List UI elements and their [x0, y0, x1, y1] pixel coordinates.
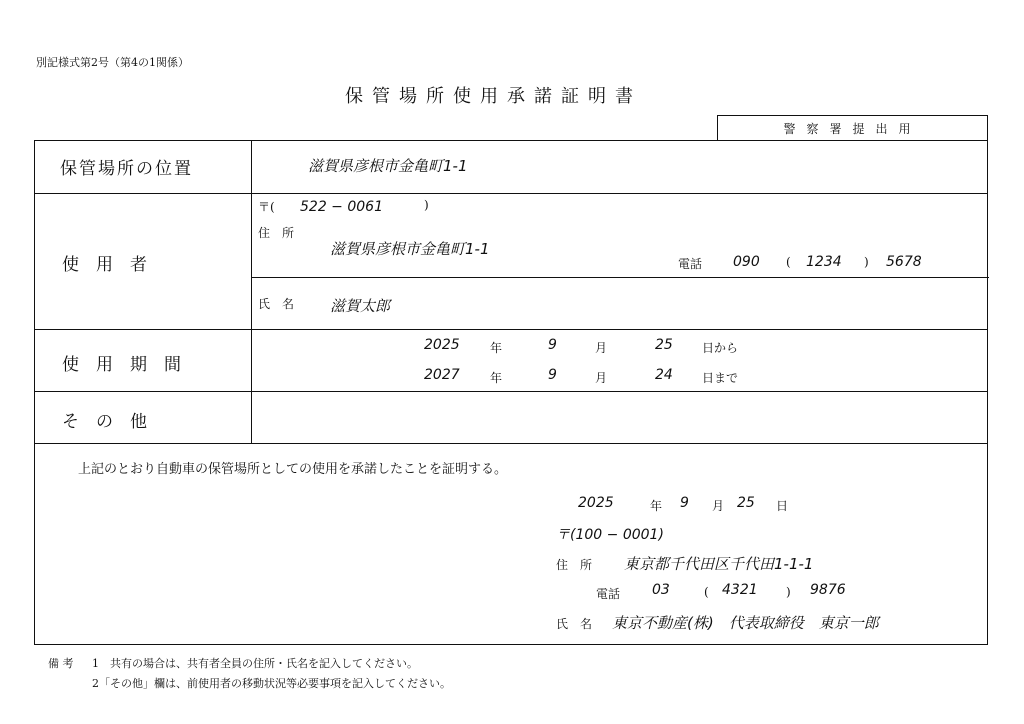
cert-name: 東京不動産(株) 代表取締役 東京一郎: [612, 614, 879, 632]
period-from-month: 9: [548, 337, 557, 353]
row-divider: [251, 277, 989, 278]
certification-statement: 上記のとおり自動車の保管場所としての使用を承諾したことを証明する。: [78, 462, 508, 477]
period-from-year: 2025: [424, 337, 460, 353]
cert-year-unit: 年: [650, 499, 663, 513]
user-phone-open: (: [786, 255, 791, 269]
submission-box: [717, 115, 988, 140]
cert-postal: 〒(100 − 0001): [556, 527, 664, 543]
page-title: 保管場所使用承諾証明書: [345, 86, 642, 107]
cert-month-unit: 月: [712, 499, 725, 513]
period-from-suffix: 日から: [702, 341, 739, 355]
row-divider: [35, 193, 987, 194]
cert-phone-area: 03: [652, 582, 670, 598]
period-from-day: 25: [655, 337, 673, 353]
user-postal-code: 522 − 0061: [300, 199, 383, 215]
location-label: 保管場所の位置: [60, 159, 193, 179]
form-table: [34, 140, 988, 645]
cert-phone-open: (: [704, 585, 709, 599]
user-phone-exchange: 1234: [806, 254, 842, 270]
user-phone-label: 電話: [678, 257, 703, 271]
cert-day-unit: 日: [776, 499, 789, 513]
period-to-suffix: 日まで: [702, 371, 739, 385]
period-to-month: 9: [548, 367, 557, 383]
user-name: 滋賀太郎: [330, 297, 391, 315]
other-label: そ の 他: [62, 412, 147, 432]
column-divider: [251, 141, 252, 443]
cert-day: 25: [737, 495, 755, 511]
note-1: 1 共有の場合は、共有者全員の住所・氏名を記入してください。: [92, 657, 418, 670]
period-to-year: 2027: [424, 367, 460, 383]
location-value: 滋賀県彦根市金亀町1-1: [308, 157, 468, 175]
period-to-day: 24: [655, 367, 673, 383]
user-label: 使 用 者: [62, 255, 147, 275]
user-address: 滋賀県彦根市金亀町1-1: [330, 240, 490, 258]
period-to-year-unit: 年: [490, 371, 503, 385]
cert-phone-number: 9876: [810, 582, 846, 598]
row-divider: [35, 443, 987, 444]
cert-phone-close: ): [786, 585, 791, 599]
row-divider: [35, 391, 987, 392]
cert-address-label: 住 所: [556, 558, 593, 572]
form-number: 別記様式第2号（第4の1関係）: [36, 56, 189, 69]
note-2: 2「その他」欄は、前使用者の移動状況等必要事項を記入してください。: [92, 677, 451, 690]
cert-name-label: 氏 名: [556, 617, 593, 631]
submission-box-label: 警察署提出用: [783, 121, 922, 136]
period-from-year-unit: 年: [490, 341, 503, 355]
cert-address: 東京都千代田区千代田1-1-1: [624, 555, 814, 573]
notes-label: 備 考: [48, 657, 74, 670]
row-divider: [35, 329, 987, 330]
cert-month: 9: [680, 495, 689, 511]
cert-phone-label: 電話: [596, 587, 621, 601]
period-from-month-unit: 月: [595, 341, 608, 355]
user-postal-suffix: ): [424, 198, 429, 212]
user-name-label: 氏 名: [258, 297, 295, 311]
period-to-month-unit: 月: [595, 371, 608, 385]
user-phone-area: 090: [733, 254, 760, 270]
user-phone-close: ): [864, 255, 869, 269]
cert-phone-exchange: 4321: [722, 582, 758, 598]
cert-year: 2025: [578, 495, 614, 511]
user-postal-prefix: 〒(: [258, 200, 275, 214]
user-address-label: 住 所: [258, 226, 295, 240]
period-label: 使 用 期 間: [62, 355, 181, 375]
user-phone-number: 5678: [886, 254, 922, 270]
